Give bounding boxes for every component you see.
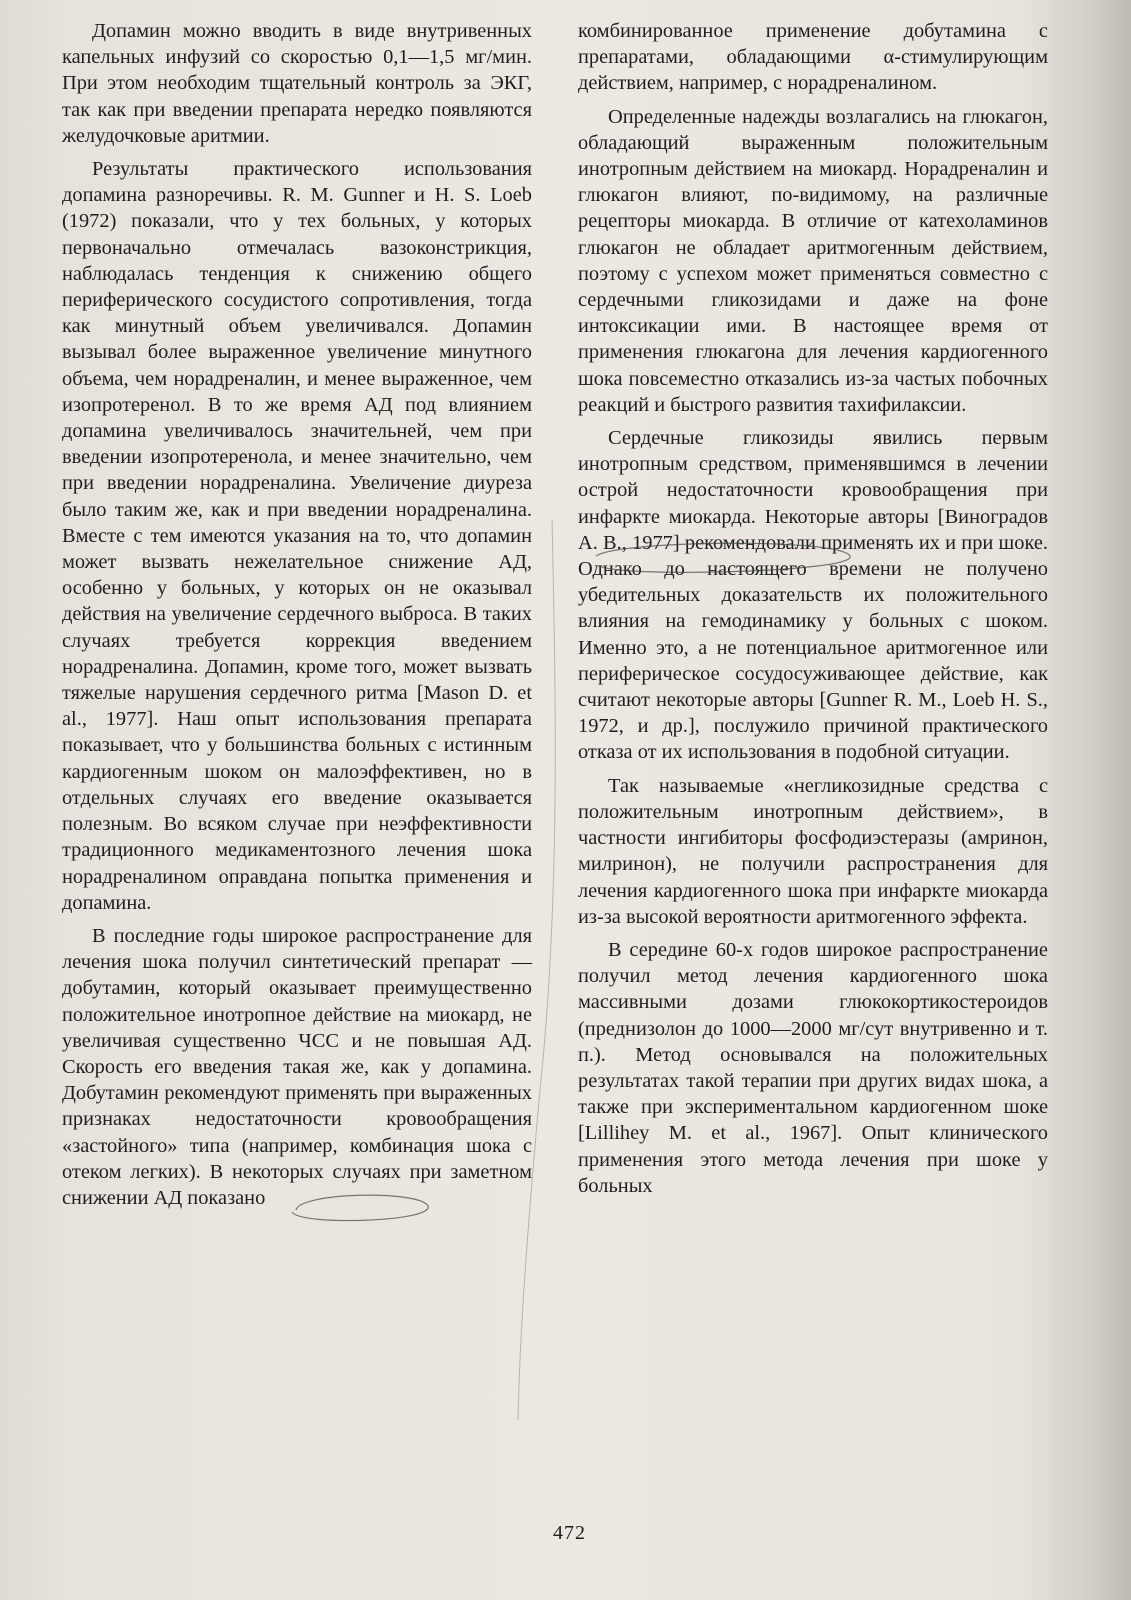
- paragraph: Определенные надежды возлагались на глюкагон, обладающий выраженным положительным инотропным действием на миокард. Норадреналин и глюкагон влияют, по-видимому, на различные рецепторы миокарда. В отличие от катехоламинов глюкагон не обладает аритмогенным действием, поэтому с успехом может применяться совместно с сердечными гликозидами и даже на фоне интоксикации ими. В настоящее время от применения глюкагона для лечения кардиогенного шока повсеместно отказались из-за частых побочных реакций и быстрого развития тахифилаксии.: [578, 105, 1048, 416]
- paragraph: В середине 60-х годов широкое распространение получил метод лечения кардиогенного шока массивными дозами глюкокортикостероидов (преднизолон до 1000—2000 мг/сут внутривенно и т. п.). Метод основывался на положительных результатах такой терапии при других видах шока, а также при экспериментальном кардиогенном шоке [Lillihey M. et al., 1967]. Опыт клинического применения этого метода лечения при шоке у больных: [578, 938, 1048, 1197]
- paragraph: Допамин можно вводить в виде внутривенных капельных инфузий со скоростью 0,1—1,5 мг/мин. При этом необходим тщательный контроль за ЭКГ, так как при введении препарата нередко появляются желудочковые аритмии.: [62, 20, 532, 147]
- paragraph: Результаты практического использования допамина разноречивы. R. M. Gunner и H. S. Loeb (1972) показали, что у тех больных, у которых первоначально отмечалась вазоконстрикция, наблюдалась тенденция к снижению общего периферического сосудистого сопротивления, тогда как минутный объем увеличивался. Допамин вызывал более выраженное увеличение минутного объема, чем норадреналин, и менее выраженное, чем изопротеренол. В то же время АД под влиянием допамина увеличивалось значительней, чем при введении изопротеренола, и менее значительно, чем при введении норадреналина. Увеличение диуреза было таким же, как и при введении норадреналина. Вместе с тем имеются указания на то, что допамин может вызвать нежелательное снижение АД, особенно у больных, у которых он не оказывал действия на увеличение сердечного выброса. В таких случаях требуется коррекция введением норадреналина. Допамин, кроме того, может вызвать тяжелые нарушения сердечного ритма [Mason D. et al., 1977]. Наш опыт использования препарата показывает, что у большинства больных с истинным кардиогенным шоком он малоэффективен, но в отдельных случаях его введение оказывается полезным. Во всяком случае при неэффективности традиционного медикаментозного лечения шока норадреналином оправдана попытка применения и допамина.: [62, 158, 532, 914]
- paragraph: В последние годы широкое распространение для лечения шока получил синтетический препарат — добутамин, который оказывает преимущественно положительное инотропное действие на миокард, не увеличивая существенно ЧСС и не повышая АД. Скорость его введения такая же, как у допамина. Добутамин рекомендуют применять при выраженных признаках недостаточности кровообращения «застойного» типа (например, комбинация шока с отеком легких). В некоторых случаях при заметном снижении АД показано: [62, 924, 532, 1209]
- page-number: 472: [553, 1522, 586, 1544]
- paragraph: Так называемые «негликозидные средства с положительным инотропным действием», в частности ингибиторы фосфодиэстеразы (амринон, милринон), не получили распространения для лечения кардиогенного шока при инфаркте миокарда из-за высокой вероятности аритмогенного эффекта.: [578, 774, 1048, 928]
- right-column: [578, 18, 1048, 1206]
- paragraph: Сердечные гликозиды явились первым инотропным средством, применявшимся в лечении острой недостаточности кровообращения при инфаркте миокарда. Некоторые авторы [Виноградов А. В., 1977] рекомендовали применять их и при шоке. Однако до настоящего времени не получено убедительных доказательств их положительного влияния на гемодинамику у больных с шоком. Именно это, а не потенциальное аритмогенное или периферическое сосудосуживающее действие, как считают некоторые авторы [Gunner R. M., Loeb H. S., 1972, и др.], послужило причиной практического отказа от их использования в подобной ситуации.: [578, 427, 1048, 764]
- left-column: [62, 18, 532, 1218]
- paragraph: комбинированное применение добутамина с препаратами, обладающими α-стимулирующим действием, например, с норадреналином.: [578, 20, 1048, 95]
